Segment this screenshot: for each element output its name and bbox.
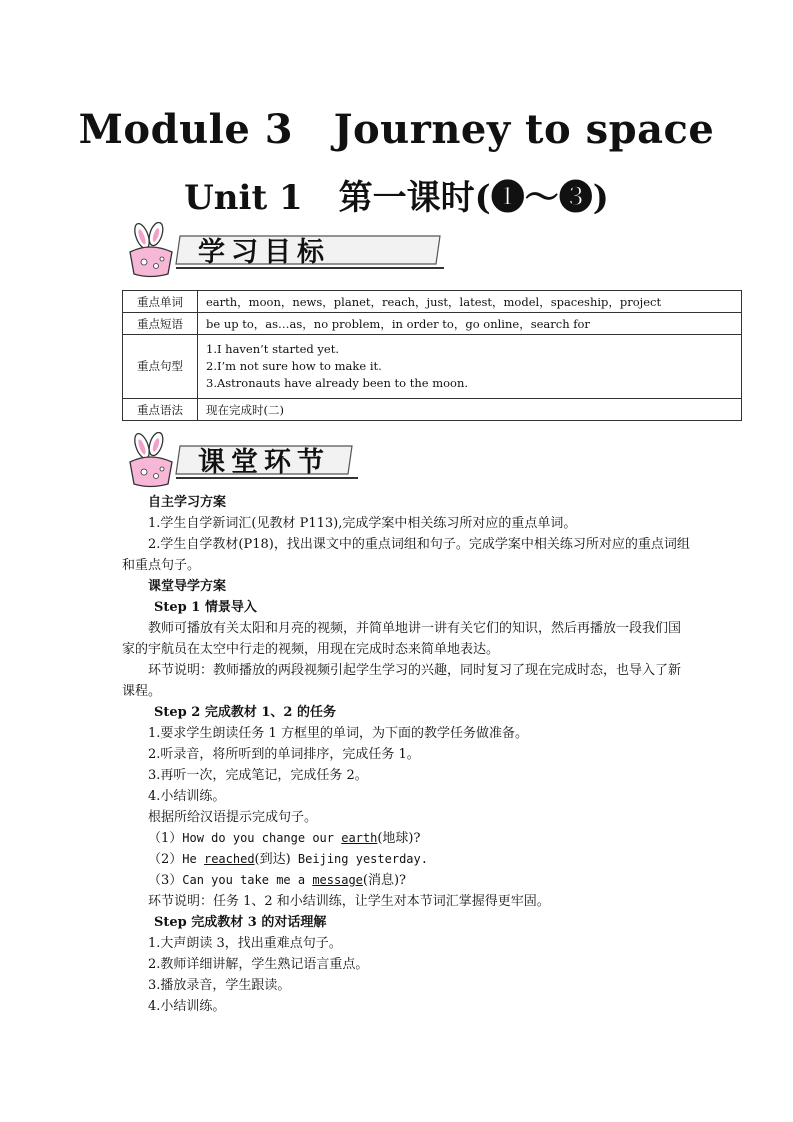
module-title: Module 3 Journey to space — [78, 106, 715, 153]
paragraph: 2.学生自学教材(P18)，找出课文中的重点词组和句子。完成学案中相关练习所对应的重点词组和重点句子。 — [122, 537, 690, 573]
paragraph: 教师可播放有关太阳和月亮的视频，并简单地讲一讲有关它们的知识，然后再播放一段我们国家的宇航员在太空中行走的视频，用现在完成时态来简单地表达。 — [122, 621, 682, 657]
row-content: earth，moon，news，planet，reach，just，latest，model，spaceship，project — [198, 291, 742, 313]
objectives-badge-label: 学习目标 — [198, 237, 330, 268]
table-row — [123, 291, 742, 313]
step-heading: Step 1 情景导入 — [154, 600, 257, 615]
list-item: 1.大声朗读 3，找出重难点句子。 — [148, 936, 342, 951]
answer-blank: earth — [341, 831, 378, 845]
answer-blank: message — [312, 873, 363, 887]
classroom-badge-label: 课堂环节 — [198, 447, 330, 478]
step-heading: Step 完成教材 3 的对话理解 — [154, 915, 327, 930]
row-header: 重点句型 — [123, 335, 198, 399]
table-row — [123, 399, 742, 421]
table-row — [123, 313, 742, 335]
sentence-line: 2.I’m not sure how to make it. — [206, 359, 382, 373]
rabbit-mascot-icon — [122, 222, 180, 278]
sentence-line: 3.Astronauts have already been to the moon. — [206, 376, 469, 390]
row-header: 重点短语 — [123, 313, 198, 335]
exercise-item: （2）He reached(到达) Beijing yesterday. — [148, 852, 428, 867]
paragraph: 根据所给汉语提示完成句子。 — [148, 810, 318, 825]
exercise-item: （3）Can you take me a message(消息)? — [148, 873, 407, 888]
step-heading: Step 2 完成教材 1、2 的任务 — [154, 705, 336, 720]
list-item: 2.教师详细讲解，学生熟记语言重点。 — [148, 957, 369, 972]
objectives-table — [122, 290, 742, 421]
answer-blank: reached — [203, 852, 255, 866]
row-header: 重点单词 — [123, 291, 198, 313]
lesson-body — [122, 492, 692, 1017]
classroom-badge — [122, 432, 332, 490]
unit-label: Unit 1 — [184, 178, 303, 218]
exercise-item: （1）How do you change our earth(地球)? — [148, 831, 421, 846]
section-heading: 自主学习方案 — [148, 495, 227, 510]
list-item: 4.小结训练。 — [148, 789, 226, 804]
lesson-title — [0, 170, 793, 219]
list-item: 3.再听一次，完成笔记，完成任务 2。 — [148, 768, 368, 783]
list-item: 3.播放录音，学生跟读。 — [148, 978, 291, 993]
row-content — [198, 335, 742, 399]
lesson-label: 第一课时(❶～❸) — [338, 178, 609, 218]
objectives-badge — [122, 222, 332, 280]
row-content: be up to，as…as，no problem，in order to，go online，search for — [198, 313, 742, 335]
table-row — [123, 335, 742, 399]
row-content: 现在完成时(二) — [198, 399, 742, 421]
rabbit-mascot-icon — [122, 432, 180, 488]
list-item: 2.听录音，将所听到的单词排序，完成任务 1。 — [148, 747, 420, 762]
sentence-line: 1.I haven’t started yet. — [206, 342, 339, 356]
section-heading: 课堂导学方案 — [148, 579, 227, 594]
paragraph: 环节说明：教师播放的两段视频引起学生学习的兴趣，同时复习了现在完成时态，也导入了新课程。 — [122, 663, 682, 699]
list-item: 4.小结训练。 — [148, 999, 226, 1014]
paragraph: 环节说明：任务 1、2 和小结训练，让学生对本节词汇掌握得更牢固。 — [148, 894, 550, 909]
row-header: 重点语法 — [123, 399, 198, 421]
list-item: 1.要求学生朗读任务 1 方框里的单词，为下面的教学任务做准备。 — [148, 726, 528, 741]
paragraph: 1.学生自学新词汇(见教材 P113),完成学案中相关练习所对应的重点单词。 — [148, 516, 577, 531]
